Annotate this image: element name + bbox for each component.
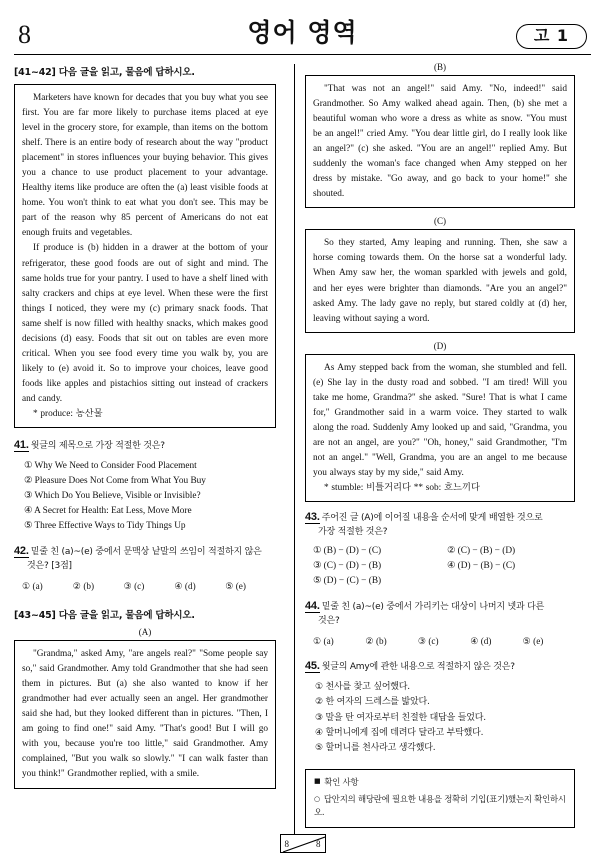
page-number-top: 8 [18, 20, 31, 49]
question-41-number: 41. [14, 439, 29, 452]
question-43 [305, 510, 575, 589]
asterisk-bullet-icon: ■ [314, 777, 321, 786]
question-43-head [305, 510, 575, 539]
circle-bullet-icon: ○ [314, 794, 320, 803]
passage-b-label: (B) [434, 62, 446, 72]
choice-option[interactable]: ② 한 여자의 드레스를 밟았다. [315, 697, 430, 708]
choice-option[interactable]: ④ A Secret for Health: Eat Less, Move More [24, 506, 192, 517]
choice-option[interactable]: ④ (d) [470, 636, 492, 647]
choice-option[interactable]: ① (a) [313, 636, 334, 647]
choice-option[interactable]: ③ (C) − (D) − (B) [313, 561, 382, 572]
check-notice-body-row [314, 793, 566, 820]
choice-option[interactable]: ② (C) − (B) − (D) [447, 546, 516, 557]
page-footer [0, 834, 605, 853]
right-column [303, 62, 575, 845]
passage-paragraph-2: If produce is (b) hidden in a drawer at the bottom of your refrigerator, these good foods are out of sight and mind. The same holds true for your pantry. I used to have a shelf lined with salty crackers and chips at eye level. When these were the first things I noticed, they were my (c) primary snack foods. That same shelf is now filled with healthy snacks, which makes good decisions (d) easy. Foods that sit out on tables are even more critical. When you see food every time you walk by, you are likely to (e) avoid it. So to improve your choices, leave good foods like apples and pistachios sitting out instead of crackers and candy. [22, 243, 268, 404]
passage-b [305, 75, 575, 208]
choice-option[interactable]: ⑤ 할머니를 천사라고 생각했다. [315, 743, 436, 754]
choice-option[interactable]: ② (b) [365, 636, 387, 647]
question-43-text-line2: 가장 적절한 것은? [318, 527, 388, 538]
passage-paragraph-1: Marketers have known for decades that you buy what you see first. You are far more likely to purchase items placed at eye level in the grocery store, for example, than items on the bottom shelf. There is an entire body of research about the way "product placement" in stores influences your buying behavior. This gives you a chance to use product placement to your advantage. Healthy items like produce are often the (a) least visible foods at home. You won't think to eat what you don't see. This may be part of the reason why 85 percent of Americans do not eat enough fruits and vegetables. [22, 93, 268, 239]
passage-a [14, 640, 276, 788]
question-44-text-line1: 밑줄 친 (a)~(e) 중에서 가리키는 대상이 나머지 넷과 다른 [321, 602, 545, 613]
passage-footnote: * produce: 농산물 [33, 408, 103, 419]
question-43-choices [305, 544, 575, 589]
question-45-head [305, 659, 575, 675]
check-notice-body: 답안지의 해당란에 필요한 내용을 정확히 기입(표기)했는지 확인하시오. [314, 793, 566, 818]
question-42-head [14, 544, 276, 573]
passage-c-text: So they started, Amy leaping and running. Then, she saw a horse coming towards them. On the horse sat a wonderful lady. When Amy saw her, the woman sparkled with jewels and gold, and her eyes were brighter than diamonds. "Are you an angel?" asked Amy. The lady gave no reply, but stared coldly at (d) her, leaving without saying a word. [313, 238, 567, 324]
question-41 [14, 438, 276, 534]
question-45-choices [305, 680, 575, 756]
choice-option[interactable]: ⑤ (e) [522, 636, 544, 647]
question-42-text-line1: 밑줄 친 (a)~(e) 중에서 문맥상 낱말의 쓰임이 적절하지 않은 [30, 547, 262, 558]
passage-d [305, 354, 575, 502]
footer-page-left: 8 [284, 838, 289, 849]
choice-option[interactable]: ③ (c) [417, 636, 439, 647]
content-columns [0, 55, 605, 845]
question-44-text-line2: 것은? [318, 616, 340, 627]
diagonal-line-icon [281, 835, 325, 852]
question-44-number: 44. [305, 600, 320, 613]
choice-option[interactable]: ⑤ Three Effective Ways to Tidy Things Up [24, 521, 186, 532]
instruction-41-42: [41~42] 다음 글을 읽고, 물음에 답하시오. [14, 67, 195, 78]
question-45 [305, 659, 575, 756]
choice-option[interactable]: ⑤ (D) − (C) − (B) [313, 576, 382, 587]
passage-c-label: (C) [434, 216, 446, 227]
passage-d-footnote: * stumble: 비틀거리다 ** sob: 흐느끼다 [324, 483, 480, 494]
question-44 [305, 599, 575, 649]
passage-41-42 [14, 84, 276, 428]
choice-option[interactable]: ③ (c) [123, 581, 145, 592]
passage-d-label: (D) [433, 340, 447, 351]
passage-c [305, 229, 575, 332]
choice-option[interactable]: ③ 말을 탄 여자로부터 친절한 대답을 들었다. [315, 712, 486, 723]
grade-badge: 고 1 [516, 24, 587, 49]
page-header [0, 0, 605, 50]
question-43-text-line1: 주어진 글 (A)에 이어질 내용을 순서에 맞게 배열한 것으로 [321, 513, 543, 524]
question-41-text: 윗글의 제목으로 가장 적절한 것은? [30, 441, 165, 452]
question-45-number: 45. [305, 660, 320, 673]
footer-page-right: 8 [316, 838, 321, 849]
passage-a-text: "Grandma," asked Amy, "are angels real?" "Some people say so," said Grandmother. Amy told Grandmother that she had seen them in pictures. But (a) she also wanted to know if her grandmother had ever actually seen an angel. Her grandmother said she had, but they looked different than in pictures. "Then, I am going to find one!" said Amy. "That's good! But I will go with you, because you're too little," said Grandmother. Amy complained, "But you walk so slowly." "I can walk faster than you think!" Grandmother replied, with a smile. [22, 649, 268, 780]
choice-option[interactable]: ④ 할머니에게 집에 데려다 달라고 부탁했다. [315, 727, 484, 738]
check-notice-title-row [314, 776, 566, 789]
question-42-number: 42. [14, 545, 29, 558]
instruction-43-45: [43~45] 다음 글을 읽고, 물음에 답하시오. [14, 610, 195, 622]
choice-option[interactable]: ① 천사를 찾고 싶어했다. [315, 682, 410, 693]
passage-d-text: As Amy stepped back from the woman, she stumbled and fell. (e) She lay in the dusty road and sobbed. "I am tired! Will you take me home, Grandma?" she asked. "Sure! That is what I came for," Grandmother said in a warm voice. They started to walk along the road. Suddenly Amy looked up and said, "Grandma, you are not an angel, are you?" "Oh, honey," said Grandmother, "I'm not an angel." "Well, Grandma, you are an angel to me because you always stay by my side," said Amy. [313, 362, 567, 478]
question-45-text: 윗글의 Amy에 관한 내용으로 적절하지 않은 것은? [321, 662, 515, 673]
question-42-choices [14, 579, 276, 594]
check-notice-title: 확인 사항 [324, 776, 359, 787]
page-title: 영어 영역 [247, 18, 358, 47]
question-42-text-line2: 것은? [3점] [27, 561, 72, 572]
passage-a-label: (A) [138, 627, 152, 638]
choice-option[interactable]: ② (b) [72, 581, 95, 592]
choice-option[interactable]: ⑤ (e) [225, 581, 246, 592]
question-44-head [305, 599, 575, 628]
choice-option[interactable]: ④ (d) [174, 581, 196, 592]
choice-option[interactable]: ② Pleasure Does Not Come from What You Buy [24, 476, 206, 487]
question-44-choices [305, 634, 575, 649]
passage-b-text: "That was not an angel!" said Amy. "No, indeed!" said Grandmother. So Amy walked ahead again. Then, (b) she met a beautiful woman who wore a dress as white as snow. "You must be an angel!" cried Amy. "You dear little girl, do I really look like an angel?" (c) she asked. "You are an angel!" replied Amy. But suddenly the woman's face changed when Amy stepped on her dress by mistake. "Go away, and go back to your home!" she shouted. [313, 84, 567, 200]
footer-page-box [280, 834, 326, 853]
choice-option[interactable]: ① (a) [22, 581, 43, 592]
question-43-number: 43. [305, 511, 320, 524]
choice-option[interactable]: ③ Which Do You Believe, Visible or Invisible? [24, 491, 201, 502]
check-notice-box [305, 769, 575, 828]
choice-option[interactable]: ④ (D) − (B) − (C) [447, 561, 516, 572]
question-42 [14, 544, 276, 594]
choice-option[interactable]: ① (B) − (D) − (C) [313, 546, 382, 557]
question-41-choices [14, 459, 276, 534]
left-column [14, 62, 286, 845]
question-41-head [14, 438, 276, 454]
column-divider [294, 64, 295, 834]
choice-option[interactable]: ① Why We Need to Consider Food Placement [24, 460, 197, 471]
